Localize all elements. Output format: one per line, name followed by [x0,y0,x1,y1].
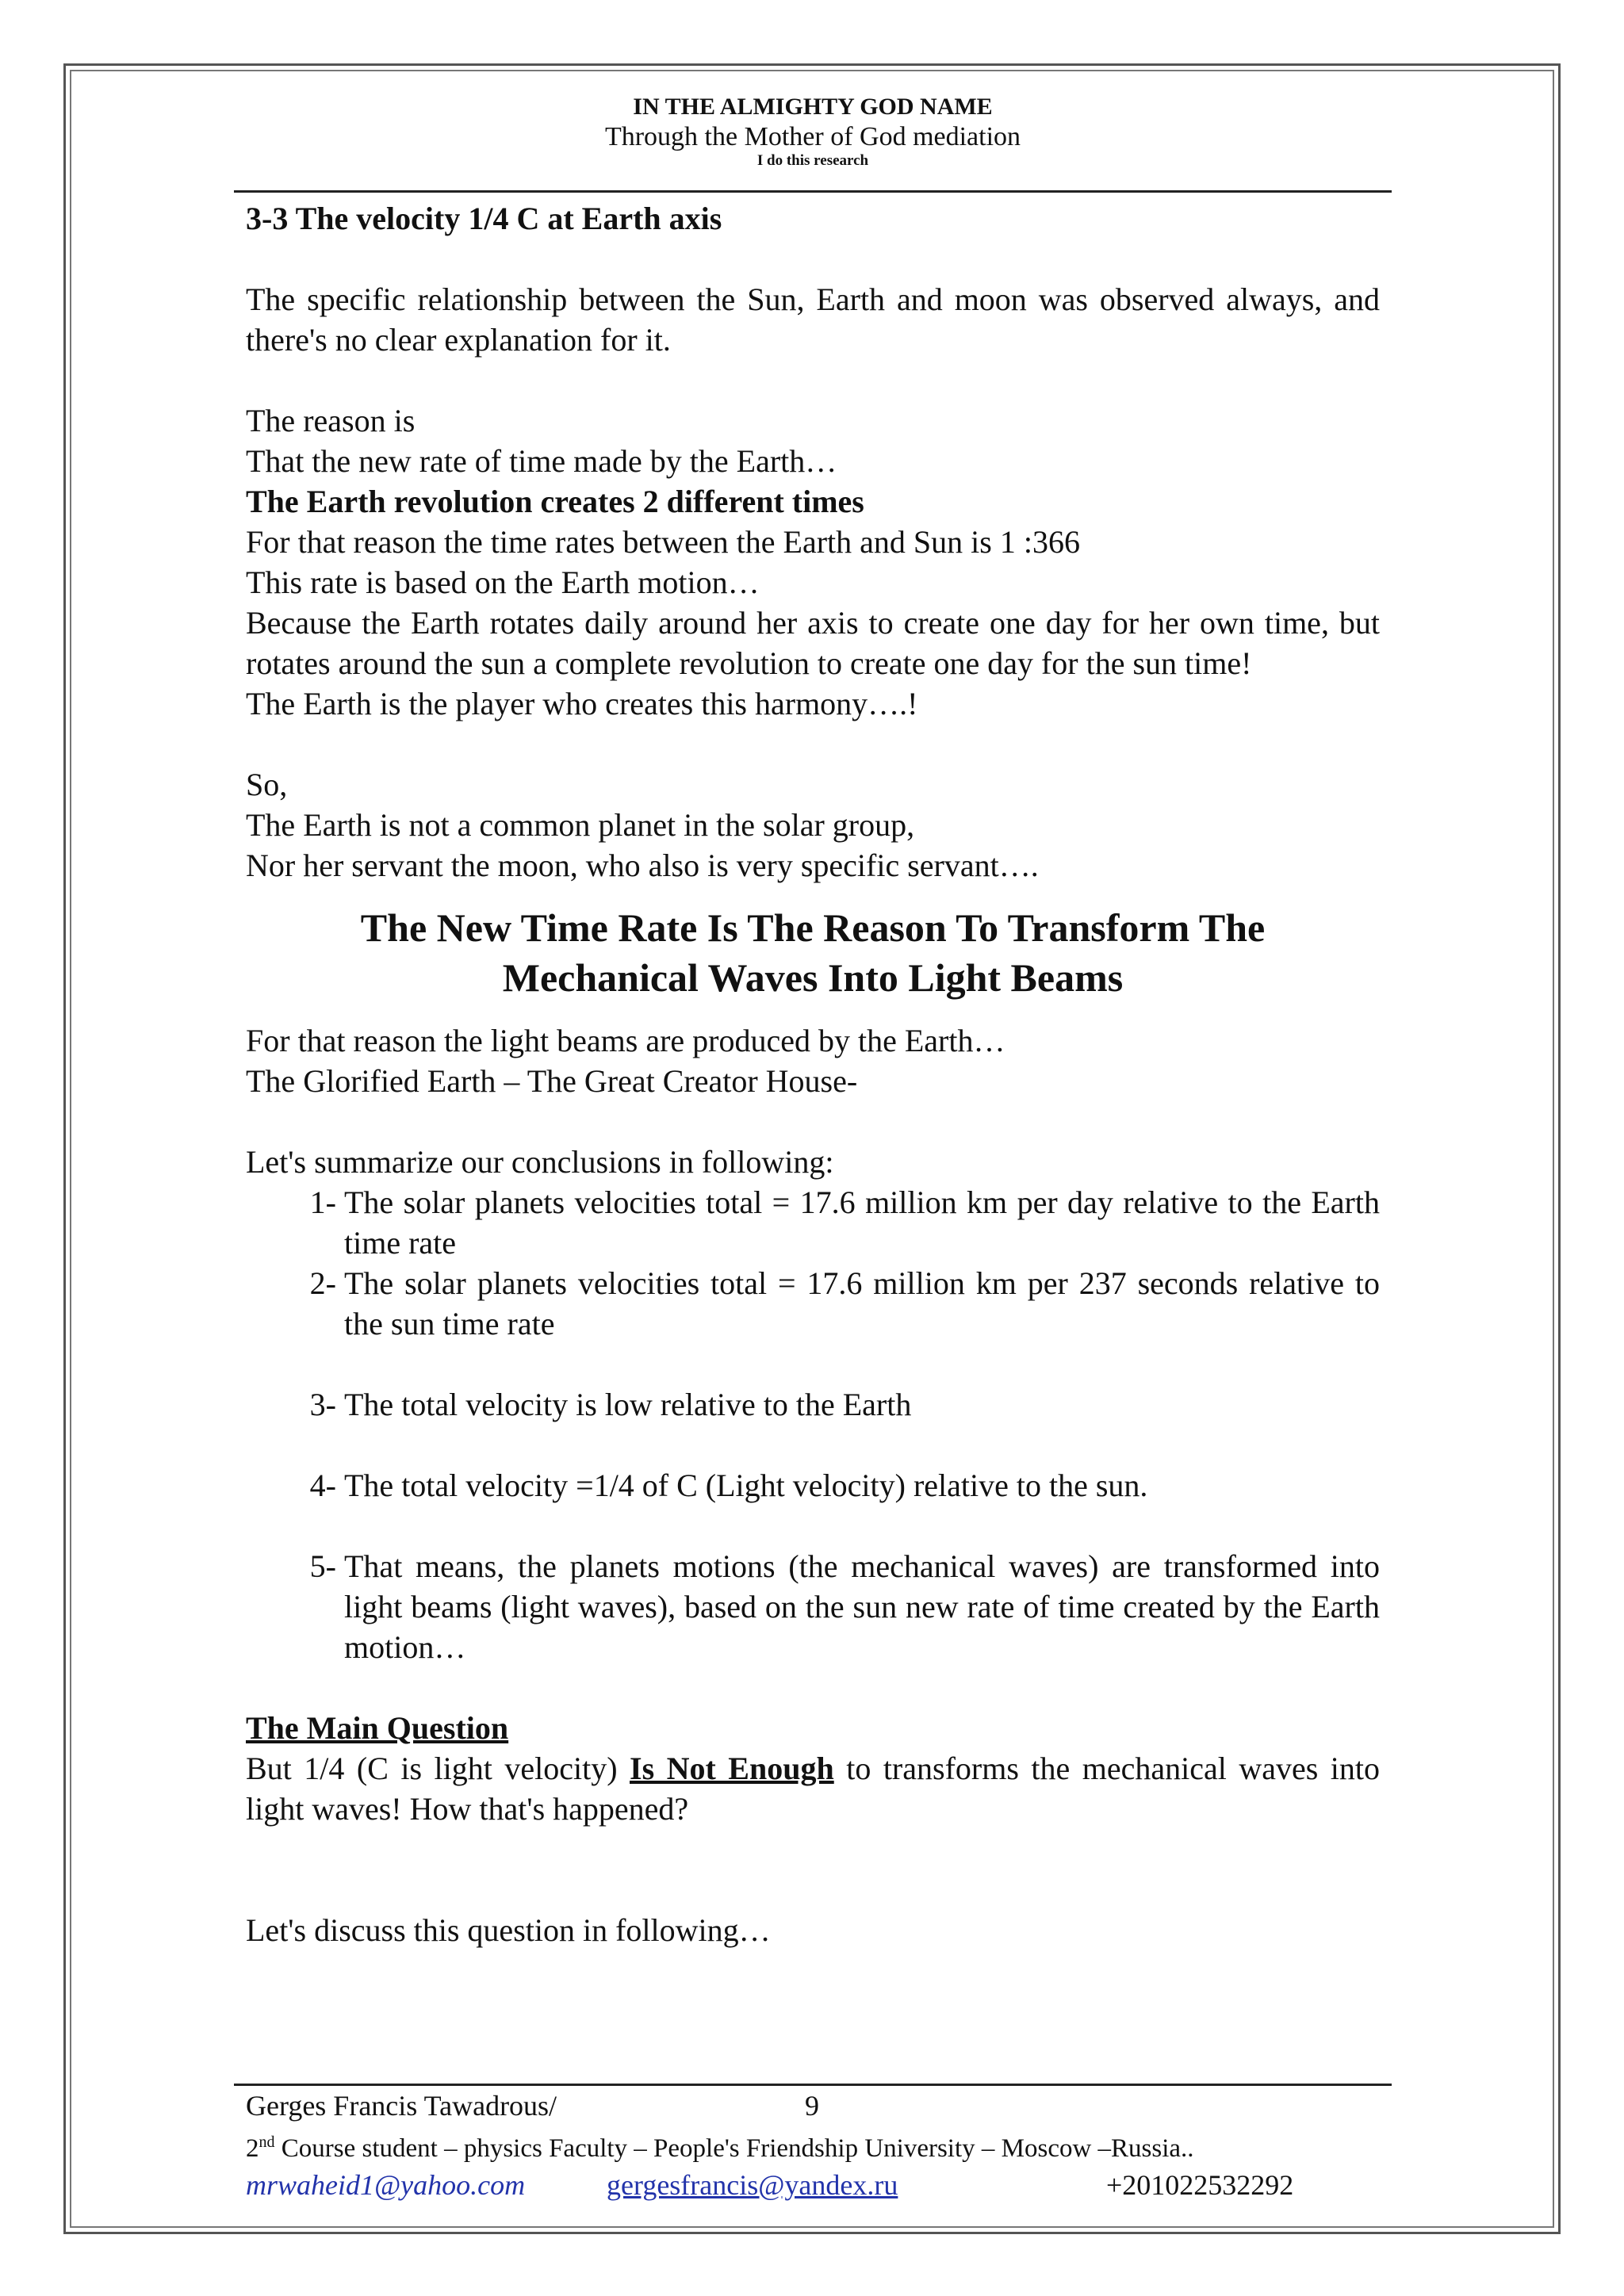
list-text: The solar planets velocities total = 17.6 million km per day relative to the Earth time rate [344,1184,1380,1261]
footer-ordinal-suffix: nd [259,2133,275,2151]
footer-author: Gerges Francis Tawadrous/ [246,2090,557,2122]
conclusions-list [246,1182,1380,1667]
reason-bold-line: The Earth revolution creates 2 different times [246,484,864,519]
list-spacer [246,1344,1380,1384]
list-item [246,1465,1380,1506]
list-text: The total velocity is low relative to the Earth [344,1387,912,1422]
intro-paragraph: The specific relationship between the Sun, Earth and moon was observed always, and there's no clear explanation for it. [246,281,1380,358]
footer-affiliation-text: Course student – physics Faculty – People's Friendship University – Moscow –Russia.. [274,2134,1194,2163]
footer-phone: +201022532292 [1106,2169,1294,2201]
main-question-before: But 1/4 (C is light velocity) [246,1751,630,1786]
list-text: That means, the planets motions (the mechanical waves) are transformed into light beams (light waves), based on the sun new rate of time created by the Earth motion… [344,1548,1380,1665]
so-line-2: The Earth is not a common planet in the solar group, [246,807,915,843]
list-text: The total velocity =1/4 of C (Light velocity) relative to the sun. [344,1468,1148,1503]
footer-rule [234,2084,1392,2086]
reason-line-2: That the new rate of time made by the Earth… [246,443,837,479]
reason-line-3: For that reason the time rates between the Earth and Sun is 1 :366 [246,524,1080,560]
page-footer [246,2087,1380,2203]
header-line-2: Through the Mother of God mediation [604,121,1021,151]
list-number: 1- [309,1184,336,1220]
document-body [246,198,1380,1950]
after-title-line-2: The Glorified Earth – The Great Creator House- [246,1063,858,1099]
list-number: 3- [309,1387,336,1422]
section-title: 3-3 The velocity 1/4 C at Earth axis [246,201,722,236]
footer-email-yandex[interactable]: gergesfrancis@yandex.ru [607,2169,898,2201]
page-header [246,94,1380,169]
main-question-after: to transforms the mechanical waves into light waves! How that's happened? [246,1751,1380,1827]
header-line-1: IN THE ALMIGHTY GOD NAME [633,94,993,120]
list-item [246,1384,1380,1425]
so-line-3: Nor her servant the moon, who also is very specific servant…. [246,848,1039,883]
page-content [246,94,1380,169]
list-number: 2- [309,1265,336,1301]
closing-line: Let's discuss this question in following… [246,1912,771,1948]
big-heading-line-2: Mechanical Waves Into Light Beams [502,955,1124,1000]
big-heading-line-1: The New Time Rate Is The Reason To Transform The [360,905,1266,950]
header-line-3: I do this research [756,151,869,169]
reason-line-1: The reason is [246,403,416,438]
list-number: 5- [309,1548,336,1584]
reason-line-6: The Earth is the player who creates this harmony….! [246,686,918,721]
list-text: The solar planets velocities total = 17.6 million km per 237 seconds relative to the sun time rate [344,1265,1380,1341]
list-number: 4- [309,1468,336,1503]
summary-intro: Let's summarize our conclusions in following: [246,1144,834,1180]
main-question-emphasis: Is Not Enough [630,1751,834,1786]
header-rule [234,190,1392,193]
list-item [246,1182,1380,1263]
main-question-heading: The Main Question [246,1710,509,1746]
list-item [246,1546,1380,1667]
footer-email-yahoo[interactable]: mrwaheid1@yahoo.com [246,2169,526,2201]
reason-paragraph-5: Because the Earth rotates daily around her axis to create one day for her own time, but rotates around the sun a complete revolution to create one day for the sun time! [246,605,1380,681]
list-item [246,1263,1380,1344]
big-heading [246,903,1380,1003]
page-number: 9 [805,2090,819,2122]
so-line-1: So, [246,767,288,802]
reason-line-4: This rate is based on the Earth motion… [246,564,760,600]
after-title-line-1: For that reason the light beams are produced by the Earth… [246,1023,1005,1058]
list-spacer [246,1506,1380,1546]
main-question-text [246,1748,1380,1829]
list-spacer [246,1425,1380,1465]
footer-affiliation [246,2124,1380,2167]
footer-ordinal: 2 [246,2134,259,2163]
